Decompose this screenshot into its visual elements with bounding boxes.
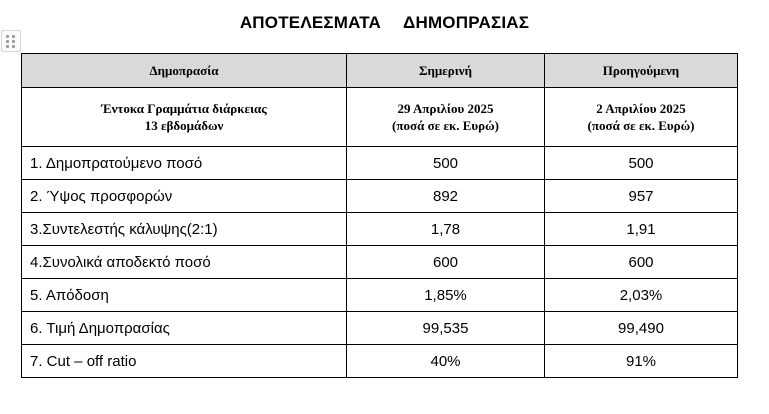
row-previous-value: 99,490 <box>545 312 738 345</box>
table-row <box>22 180 738 213</box>
row-previous-value: 500 <box>545 147 738 180</box>
table-row <box>22 213 738 246</box>
row-previous-value: 2,03% <box>545 279 738 312</box>
row-label: 6. Τιμή Δημοπρασίας <box>22 312 347 345</box>
row-current-value: 892 <box>347 180 545 213</box>
previous-unit: (ποσά σε εκ. Ευρώ) <box>587 118 695 133</box>
current-date: 29 Απριλίου 2025 <box>397 101 494 116</box>
table-row <box>22 312 738 345</box>
current-unit: (ποσά σε εκ. Ευρώ) <box>392 118 499 133</box>
title-part-1: ΑΠΟΤΕΛΕΣΜΑΤΑ <box>239 13 382 32</box>
row-previous-value: 957 <box>545 180 738 213</box>
row-previous-value: 91% <box>545 345 738 378</box>
row-label: 7. Cut – off ratio <box>22 345 347 378</box>
header-current: Σημερινή <box>347 54 545 88</box>
title-part-2: ΔΗΜΟΠΡΑΣΙΑΣ <box>403 13 530 32</box>
instrument-cell <box>22 88 347 147</box>
page-title <box>0 13 769 33</box>
row-previous-value: 1,91 <box>545 213 738 246</box>
row-label: 4.Συνολικά αποδεκτό ποσό <box>22 246 347 279</box>
drag-handle-icon[interactable] <box>1 30 21 52</box>
instrument-line-1: Έντοκα Γραμμάτια διάρκειας <box>101 101 267 116</box>
auction-results-table <box>21 53 738 378</box>
table-row <box>22 147 738 180</box>
header-auction: Δημοπρασία <box>22 54 347 88</box>
table-subheader-row <box>22 88 738 147</box>
row-current-value: 600 <box>347 246 545 279</box>
row-current-value: 99,535 <box>347 312 545 345</box>
row-current-value: 500 <box>347 147 545 180</box>
table-row <box>22 345 738 378</box>
instrument-line-2: 13 εβδομάδων <box>144 118 224 133</box>
row-label: 2. Ύψος προσφορών <box>22 180 347 213</box>
table-row <box>22 279 738 312</box>
row-previous-value: 600 <box>545 246 738 279</box>
row-label: 1. Δημοπρατούμενο ποσό <box>22 147 347 180</box>
previous-date: 2 Απριλίου 2025 <box>596 101 686 116</box>
row-current-value: 1,78 <box>347 213 545 246</box>
current-date-cell <box>347 88 545 147</box>
row-current-value: 40% <box>347 345 545 378</box>
table-row <box>22 246 738 279</box>
table-header-row <box>22 54 738 88</box>
row-label: 5. Απόδοση <box>22 279 347 312</box>
previous-date-cell <box>545 88 738 147</box>
header-previous: Προηγούμενη <box>545 54 738 88</box>
row-current-value: 1,85% <box>347 279 545 312</box>
row-label: 3.Συντελεστής κάλυψης(2:1) <box>22 213 347 246</box>
